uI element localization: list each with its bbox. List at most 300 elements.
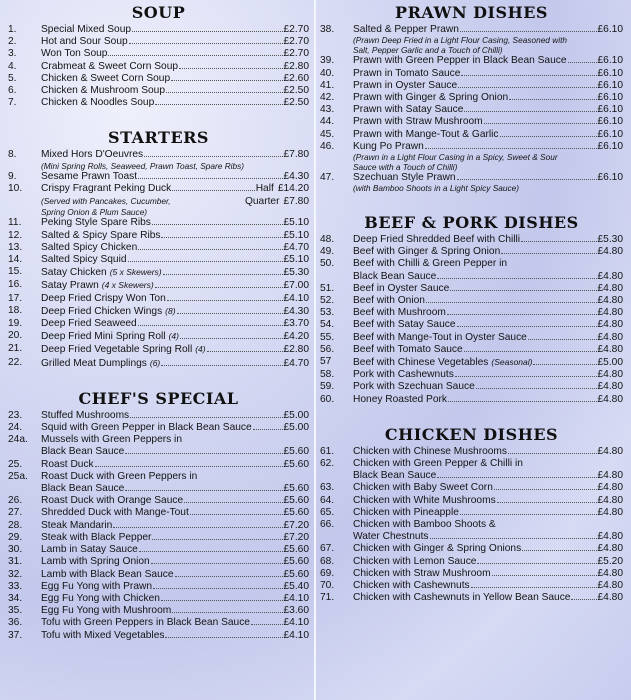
item-name: Crabmeat & Sweet Corn Soup xyxy=(41,60,179,72)
item-portion: (4) xyxy=(195,344,206,355)
item-line xyxy=(41,305,309,318)
item-number: 30. xyxy=(8,544,23,556)
item-line xyxy=(41,532,309,544)
item-body xyxy=(353,80,623,92)
item-name: Mussels with Green Peppers in xyxy=(41,434,182,446)
menu-item xyxy=(8,61,309,73)
section-spacer xyxy=(8,109,309,127)
item-line xyxy=(353,129,623,141)
item-number: 1. xyxy=(8,24,17,35)
item-body xyxy=(353,104,623,116)
item-line xyxy=(41,446,309,458)
item-price: £3.70 xyxy=(283,318,309,330)
dot-leader xyxy=(152,224,283,225)
item-number: 53. xyxy=(320,307,335,319)
item-number: 10. xyxy=(8,183,23,195)
item-name: Won Ton Soup xyxy=(41,48,108,60)
item-price: £5.00 xyxy=(283,409,309,421)
menu-item xyxy=(8,48,309,60)
item-body xyxy=(353,92,623,104)
item-name: Chicken with Bamboo Shoots & xyxy=(353,519,496,531)
item-price: £2.70 xyxy=(283,48,309,60)
item-price: £6.10 xyxy=(597,67,623,79)
item-line xyxy=(41,507,309,519)
item-line xyxy=(41,171,309,183)
dot-leader xyxy=(460,514,597,515)
item-number: 13. xyxy=(8,241,23,253)
item-body xyxy=(41,471,309,495)
item-name: Pork with Szechuan Sauce xyxy=(353,381,475,393)
item-price: £4.10 xyxy=(283,617,309,629)
item-name: Roast Duck xyxy=(41,458,94,470)
item-number: 11. xyxy=(8,217,22,229)
item-line xyxy=(353,258,623,270)
item-price: £5.60 xyxy=(283,556,309,568)
item-number: 27. xyxy=(8,507,23,519)
item-price: £4.80 xyxy=(597,592,623,604)
item-body xyxy=(353,394,623,406)
menu-item xyxy=(320,543,623,555)
item-price: £5.10 xyxy=(283,217,309,229)
dot-leader xyxy=(533,364,596,365)
item-body xyxy=(41,605,309,617)
item-name: Beef with Chilli & Green Pepper in xyxy=(353,258,508,270)
dot-leader xyxy=(207,351,283,352)
item-portion-label: Half xyxy=(255,183,274,195)
menu-item xyxy=(320,246,623,258)
item-body xyxy=(353,24,623,55)
item-price: £14.20 xyxy=(277,183,309,195)
dot-leader xyxy=(568,62,597,63)
item-number: 48. xyxy=(320,234,335,245)
item-name: Chicken with Baby Sweet Corn xyxy=(353,482,493,494)
item-price: £4.80 xyxy=(597,580,623,592)
menu-item xyxy=(8,254,309,266)
item-line xyxy=(41,483,309,495)
menu-item xyxy=(8,617,309,629)
dot-leader xyxy=(437,477,596,478)
dot-leader xyxy=(497,502,597,503)
item-portion: (4) xyxy=(168,331,179,342)
dot-leader xyxy=(448,401,596,402)
item-body xyxy=(353,234,623,246)
item-line xyxy=(41,266,309,279)
menu-item xyxy=(8,242,309,254)
item-line xyxy=(41,357,309,370)
dot-leader xyxy=(476,388,597,389)
item-name: Prawn in Oyster Sauce xyxy=(353,79,458,91)
item-line xyxy=(41,520,309,532)
item-price: £4.80 xyxy=(597,369,623,381)
item-line xyxy=(353,507,623,519)
item-portion: (Seasonal) xyxy=(491,357,533,368)
item-name: Honey Roasted Pork xyxy=(353,393,448,405)
item-body xyxy=(41,305,309,318)
dot-leader xyxy=(455,376,597,377)
item-line xyxy=(41,73,309,85)
dot-leader xyxy=(447,314,597,315)
item-name: Beef with Mange-Tout in Oyster Sauce xyxy=(353,331,527,343)
item-line xyxy=(353,319,623,331)
dot-leader xyxy=(175,576,283,577)
item-name: Satay Chicken xyxy=(41,267,107,279)
item-price: £4.10 xyxy=(283,629,309,641)
item-body xyxy=(353,295,623,307)
menu-item xyxy=(8,279,309,292)
section-heading: STARTERS xyxy=(108,128,209,148)
item-number: 58. xyxy=(320,369,335,381)
item-name: Shredded Duck with Mange-Tout xyxy=(41,507,189,519)
menu-item xyxy=(320,580,623,592)
item-description: Salt, Pepper Garlic and a Touch of Chilli) xyxy=(353,44,503,55)
item-line xyxy=(41,330,309,343)
item-line xyxy=(41,617,309,629)
item-name: Peking Style Spare Ribs xyxy=(41,217,151,229)
item-name: Prawn with Straw Mushroom xyxy=(353,116,483,128)
item-body xyxy=(41,544,309,556)
dot-leader xyxy=(460,31,597,32)
item-line xyxy=(353,92,623,104)
item-line xyxy=(353,234,623,246)
item-price: £4.80 xyxy=(597,470,623,482)
item-portion: (4 x Skewers) xyxy=(101,280,154,291)
item-name: Egg Fu Yong with Chicken xyxy=(41,592,160,604)
item-line xyxy=(41,48,309,60)
item-body xyxy=(353,568,623,580)
item-body xyxy=(353,246,623,258)
menu-item xyxy=(8,471,309,495)
dot-leader xyxy=(138,325,283,326)
menu-item xyxy=(8,605,309,617)
item-body xyxy=(353,543,623,555)
item-name: Chicken with Chinese Mushrooms xyxy=(353,445,508,457)
menu-item xyxy=(8,266,309,279)
menu-item xyxy=(320,446,623,458)
item-body xyxy=(353,495,623,507)
dot-leader xyxy=(139,551,283,552)
menu-item xyxy=(8,73,309,85)
item-price: £4.20 xyxy=(283,331,309,343)
item-price: £7.20 xyxy=(283,531,309,543)
section-spacer xyxy=(8,370,309,388)
item-name: Beef with Chinese Vegetables xyxy=(353,357,489,369)
item-name: Lamb with Black Bean Sauce xyxy=(41,568,174,580)
menu-item xyxy=(320,369,623,381)
dot-leader xyxy=(457,179,597,180)
item-number: 39. xyxy=(320,55,335,67)
dot-leader xyxy=(251,624,283,625)
item-name: Chicken with Green Pepper & Chilli in xyxy=(353,458,523,470)
item-body xyxy=(41,495,309,507)
item-portion: (8) xyxy=(165,305,176,316)
menu-item xyxy=(320,495,623,507)
item-price: £4.80 xyxy=(597,307,623,319)
item-number: 16. xyxy=(8,279,23,291)
item-body xyxy=(353,369,623,381)
item-name: Stuffed Mushrooms xyxy=(41,409,130,421)
item-name-continued: Black Bean Sauce xyxy=(353,270,437,282)
menu-item xyxy=(320,234,623,246)
item-line xyxy=(353,470,623,482)
menu-item xyxy=(8,581,309,593)
section-heading: BEEF & PORK DISHES xyxy=(364,213,579,232)
dot-leader xyxy=(130,417,282,418)
item-body xyxy=(41,581,309,593)
item-name: Satay Prawn xyxy=(41,280,99,292)
menu-item xyxy=(8,556,309,568)
item-body xyxy=(41,183,309,217)
item-body xyxy=(41,61,309,73)
item-name-continued: Black Bean Sauce xyxy=(41,483,125,495)
item-price: £7.80 xyxy=(283,195,309,207)
dot-leader xyxy=(528,339,597,340)
item-name: Salted Spicy Chicken xyxy=(41,241,138,253)
item-line xyxy=(353,394,623,406)
item-line xyxy=(353,495,623,507)
item-price: £4.80 xyxy=(597,343,623,355)
item-line xyxy=(41,85,309,97)
item-name: Chicken with Cashewnuts xyxy=(353,580,470,592)
item-line xyxy=(353,55,623,67)
item-description: (Prawn in a Light Flour Casing in a Spicy, Sweet & Sour xyxy=(353,152,558,163)
item-line xyxy=(353,80,623,92)
dot-leader xyxy=(161,600,283,601)
item-price: £4.80 xyxy=(597,319,623,331)
item-name: Steak with Black Pepper xyxy=(41,531,152,543)
item-price: £7.20 xyxy=(283,519,309,531)
item-number: 71. xyxy=(320,592,335,604)
item-name: Kung Po Prawn xyxy=(353,140,424,152)
item-body xyxy=(353,258,623,282)
item-price: £5.60 xyxy=(283,568,309,580)
dot-leader xyxy=(132,31,282,32)
menu-item xyxy=(8,85,309,97)
item-name: Deep Fried Crispy Won Ton xyxy=(41,292,166,304)
item-price: £4.30 xyxy=(283,171,309,183)
item-name: Egg Fu Yong with Mushroom xyxy=(41,605,172,617)
item-line xyxy=(41,230,309,242)
item-name: Chicken & Sweet Corn Soup xyxy=(41,72,171,84)
dot-leader xyxy=(464,111,596,112)
item-number: 63. xyxy=(320,482,335,494)
dot-leader xyxy=(430,538,597,539)
item-portion: (6) xyxy=(149,357,161,368)
right-column xyxy=(320,0,623,604)
item-price: £5.60 xyxy=(283,458,309,470)
item-body xyxy=(41,532,309,544)
item-number: 18. xyxy=(8,304,23,316)
item-number: 44. xyxy=(320,116,335,128)
item-body xyxy=(41,36,309,48)
dot-leader xyxy=(177,313,283,314)
item-line xyxy=(353,531,623,543)
item-body xyxy=(353,482,623,494)
item-line xyxy=(41,569,309,581)
menu-item xyxy=(320,55,623,67)
item-number: 25. xyxy=(8,458,23,470)
menu-item xyxy=(320,307,623,319)
item-body xyxy=(353,580,623,592)
item-line xyxy=(41,61,309,73)
item-price: £2.60 xyxy=(283,72,309,84)
item-number: 65. xyxy=(320,506,335,518)
item-price: £6.10 xyxy=(597,104,623,116)
item-name: Chicken with Pineapple xyxy=(353,506,459,518)
dot-leader xyxy=(172,612,282,613)
item-description: Spring Onion & Plum Sauce) xyxy=(41,206,148,217)
item-body xyxy=(41,630,309,642)
item-price: £4.80 xyxy=(597,270,623,282)
item-number: 56. xyxy=(320,343,335,355)
item-price: £5.00 xyxy=(597,357,623,369)
item-price: £2.50 xyxy=(283,85,309,97)
item-name: Salted Spicy Squid xyxy=(41,254,127,266)
menu-item xyxy=(8,217,309,229)
item-line xyxy=(41,149,309,161)
item-line xyxy=(41,36,309,48)
item-number: 51. xyxy=(320,282,335,294)
item-name: Hot and Sour Soup xyxy=(41,36,128,48)
item-name: Chicken & Mushroom Soup xyxy=(41,85,166,97)
item-body xyxy=(353,332,623,344)
item-price: £4.80 xyxy=(597,331,623,343)
item-name: Beef with Tomato Sauce xyxy=(353,343,463,355)
item-body xyxy=(41,422,309,434)
dot-leader xyxy=(153,588,282,589)
item-body xyxy=(41,266,309,279)
item-line xyxy=(41,556,309,568)
item-price: £4.30 xyxy=(283,305,309,317)
item-number: 29. xyxy=(8,531,23,543)
item-line xyxy=(353,344,623,356)
item-price: £6.10 xyxy=(597,172,623,184)
dot-leader xyxy=(492,575,597,576)
item-price: £5.30 xyxy=(283,267,309,279)
item-line xyxy=(353,381,623,393)
item-number: 15. xyxy=(8,266,23,278)
dot-leader xyxy=(457,326,597,327)
dot-leader xyxy=(95,466,283,467)
item-name: Tofu with Green Peppers in Black Bean Sauce xyxy=(41,617,250,629)
item-line xyxy=(353,356,623,369)
menu-item xyxy=(320,381,623,393)
item-price: £5.60 xyxy=(283,483,309,495)
item-body xyxy=(353,283,623,295)
menu-item xyxy=(8,343,309,356)
item-name: Mixed Hors D'Oeuvres xyxy=(41,149,144,161)
section-spacer xyxy=(320,406,623,424)
dot-leader xyxy=(161,365,282,366)
item-number: 67. xyxy=(320,543,335,555)
item-name-continued: Water Chestnuts xyxy=(353,531,429,543)
item-body xyxy=(41,520,309,532)
menu-item xyxy=(320,80,623,92)
item-line xyxy=(353,580,623,592)
dot-leader xyxy=(129,43,283,44)
item-price: £4.80 xyxy=(597,494,623,506)
item-name: Beef with Mushroom xyxy=(353,307,446,319)
item-number: 47. xyxy=(320,172,335,184)
dot-leader xyxy=(464,351,597,352)
dot-leader xyxy=(494,489,597,490)
dot-leader xyxy=(138,249,282,250)
item-price: £6.10 xyxy=(597,140,623,152)
item-body xyxy=(41,569,309,581)
dot-leader xyxy=(190,514,283,515)
item-name: Prawn in Tomato Sauce xyxy=(353,67,461,79)
menu-item xyxy=(320,104,623,116)
item-name: Beef with Onion xyxy=(353,295,425,307)
item-name: Lamb in Satay Sauce xyxy=(41,544,138,556)
item-description: (with Bamboo Shoots in a Light Spicy Sauce) xyxy=(353,183,520,194)
item-body xyxy=(353,507,623,519)
dot-leader xyxy=(571,599,596,600)
item-name: Deep Fried Vegetable Spring Roll xyxy=(41,344,193,356)
section-heading: CHEF'S SPECIAL xyxy=(78,388,239,408)
item-name: Salted & Pepper Prawn xyxy=(353,24,459,35)
item-portion-label: Quarter xyxy=(244,195,280,207)
dot-leader xyxy=(437,278,596,279)
item-body xyxy=(41,242,309,254)
item-price: £4.80 xyxy=(597,567,623,579)
menu-item xyxy=(8,434,309,458)
item-price: £5.40 xyxy=(283,580,309,592)
item-price: £7.80 xyxy=(283,149,309,161)
item-number: 54. xyxy=(320,319,335,331)
item-name-continued: Black Bean Sauce xyxy=(41,446,125,458)
menu-item xyxy=(8,630,309,642)
dot-leader xyxy=(458,87,596,88)
item-name: Tofu with Mixed Vegetables xyxy=(41,629,165,641)
menu-item xyxy=(8,520,309,532)
menu-item xyxy=(8,293,309,305)
menu-item xyxy=(320,319,623,331)
menu-item xyxy=(320,458,623,482)
item-number: 55. xyxy=(320,331,335,343)
menu-item xyxy=(8,305,309,318)
item-number: 20. xyxy=(8,330,23,342)
item-name: Prawn with Ginger & Spring Onion xyxy=(353,92,509,103)
item-price: £5.60 xyxy=(283,507,309,519)
item-body xyxy=(41,230,309,242)
item-line xyxy=(41,24,309,36)
item-line xyxy=(353,543,623,555)
dot-leader xyxy=(125,453,282,454)
item-name: Deep Fried Mini Spring Roll xyxy=(41,331,166,343)
dot-leader xyxy=(113,527,282,528)
item-number: 6. xyxy=(8,85,17,97)
item-line xyxy=(353,369,623,381)
dot-leader xyxy=(179,68,282,69)
item-line xyxy=(41,605,309,617)
menu-item xyxy=(8,544,309,556)
menu-item xyxy=(320,568,623,580)
item-body xyxy=(353,68,623,80)
item-line xyxy=(41,544,309,556)
dot-leader xyxy=(501,253,596,254)
item-number: 14. xyxy=(8,254,23,266)
dot-leader xyxy=(471,587,597,588)
item-price: £5.30 xyxy=(597,234,623,245)
item-name: Chicken with Straw Mushroom xyxy=(353,567,491,579)
item-line xyxy=(41,495,309,507)
item-number: 62. xyxy=(320,458,335,470)
item-price: £5.60 xyxy=(283,446,309,458)
dot-leader xyxy=(161,237,282,238)
item-number: 60. xyxy=(320,393,335,405)
item-line xyxy=(353,482,623,494)
item-number: 32. xyxy=(8,568,23,580)
